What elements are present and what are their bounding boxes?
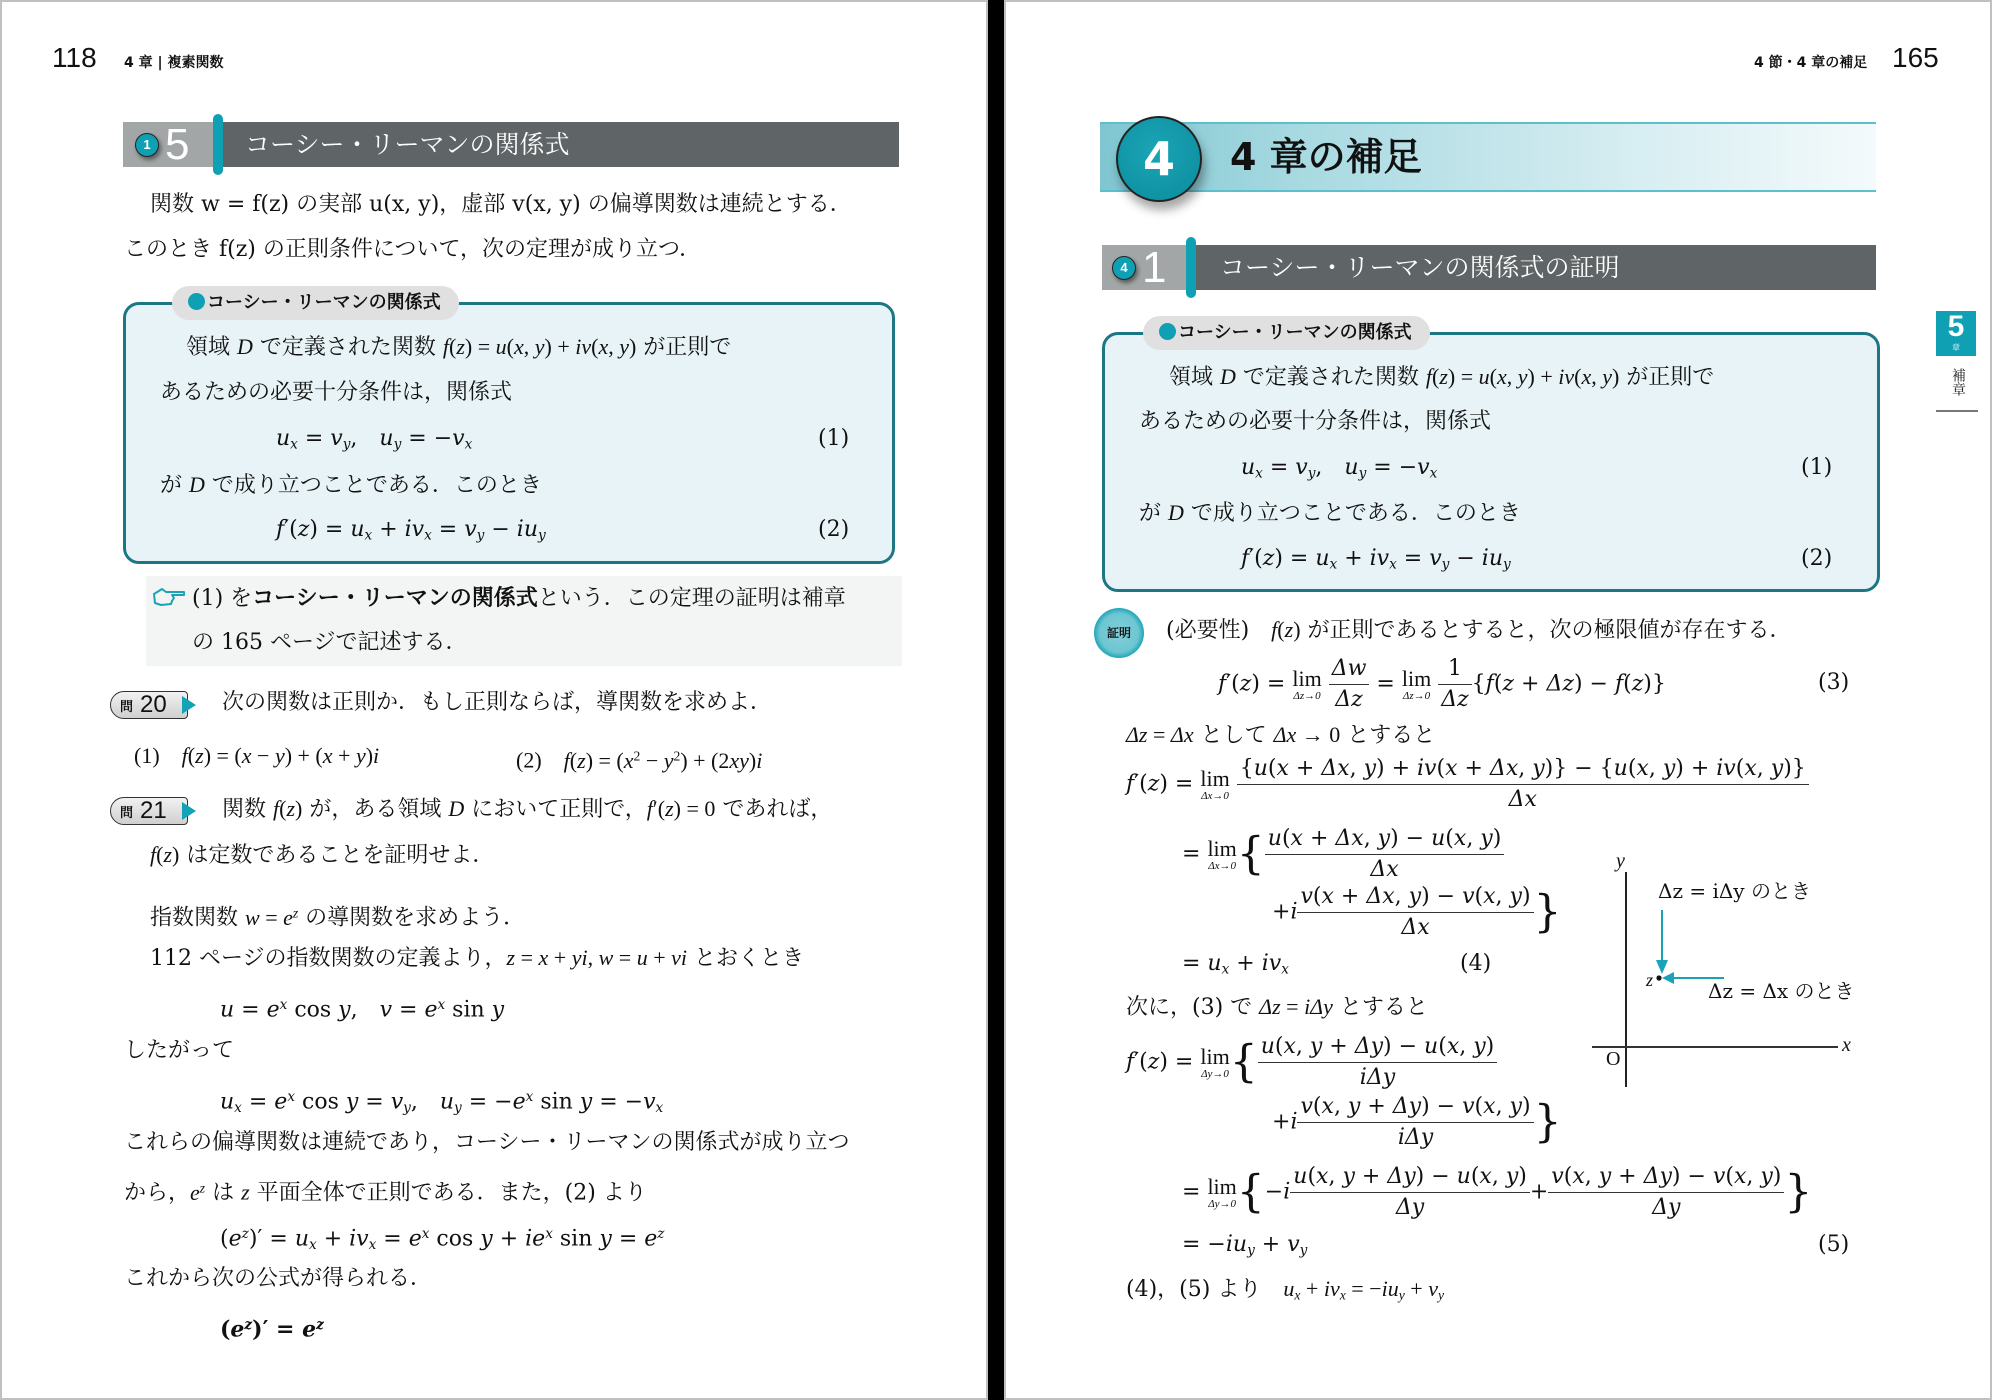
x-axis-label: x [1842, 1034, 1851, 1056]
intro-line-2: このとき f(z) の正則条件について，次の定理が成り立つ． [124, 237, 702, 262]
equation-2: $f'(z) = u_x + iv_x = v_y - iu_y$ [1241, 546, 1511, 573]
body-line-5: から，$e^z$ は z 平面全体で正則である．また，(2) より [124, 1179, 647, 1206]
proof-line-3: 次に，(3) で Δz = iΔy とすると [1126, 994, 1428, 1020]
equation-1-tag: (1) [1801, 455, 1833, 480]
arrow-down-icon [1656, 960, 1668, 974]
equation-2-tag: (2) [818, 517, 850, 542]
diagram-label-horizontal: Δz = Δx のとき [1708, 979, 1855, 1003]
bullet-icon [188, 293, 205, 310]
section-accent-bar [213, 114, 223, 175]
running-head: 4 節・4 章の補足 [1754, 55, 1868, 71]
section-badge: 4 [1112, 256, 1136, 280]
arrow-left-icon [1662, 972, 1674, 984]
equation-3: f′(z) = lim Δz→0 $\frac{\Delta w}{\Delta z}$ = lim Δz→0 $\frac{1}{\Delta z}$ {f(z + Δz) − f(z)} [1218, 656, 1666, 712]
proof-badge: 証明 [1094, 608, 1144, 658]
proof-line-1: (必要性) f(z) が正則であるとすると，次の極限値が存在する． [1166, 617, 1792, 643]
theorem-line-1: 領域 D で定義された関数 f(z) = u(x, y) + iv(x, y) が正則で [1169, 364, 1715, 390]
formula-exp-derivative: $(e^z)' = e^z$ [220, 1316, 324, 1343]
equation-split-dx: = lim Δx→0 { $\frac{u(x + \Delta x, y) - u(x, y)}{\Delta x}$ [1182, 824, 1504, 885]
equation-split-dy: = lim Δy→0 {−i $\frac{u(x, y + \Delta y) - u(x, y)}{\Delta y}$ + $\frac{v(x, y + \Delta y) - v(x, y)}{\Delta y}$ } [1182, 1164, 1813, 1220]
note-line-1: (1) をコーシー・リーマンの関係式という．この定理の証明は補章 [192, 586, 846, 611]
chapter-number-circle: 4 [1116, 116, 1202, 202]
equation-3-tag: (3) [1818, 670, 1850, 695]
body-line-4: これらの偏導関数は連続であり，コーシー・リーマンの関係式が成り立つ [124, 1130, 850, 1155]
equation-2-tag: (2) [1801, 546, 1833, 571]
right-page [1006, 2, 1990, 1398]
note-box [146, 576, 902, 666]
equation-partials: $u_x = e^x$ $\cos y = v_y$, $u_y = -e^x$ $\sin y = -v_x$ [220, 1089, 664, 1116]
equation-1: $u_x = v_y$, $u_y = -v_x$ [1241, 455, 1438, 482]
section-title: コーシー・リーマンの関係式の証明 [1220, 253, 1620, 282]
page-number: 165 [1892, 42, 1939, 73]
section-number: 1 [1142, 243, 1167, 292]
body-line-1: 指数関数 $w = e^z$ の導関数を求めよう． [150, 904, 526, 931]
equation-uv: $u = e^x$ cos y, $v = e^x$ sin y [220, 997, 505, 1023]
theorem-box [123, 292, 895, 564]
problem-20-item-1: (1) f(z) = (x − y) + (x + y)i [134, 743, 380, 768]
theorem-line-2: あるための必要十分条件は，関係式 [160, 380, 513, 405]
side-tab[interactable]: 5 章 [1936, 311, 1976, 356]
body-line-2: 112 ページの指数関数の定義より，z = x + yi, w = u + vi とおくとき [150, 945, 805, 971]
origin-label: O [1606, 1048, 1621, 1070]
diagram-label-vertical: Δz = iΔy のとき [1658, 879, 1811, 903]
section-header [1102, 245, 1876, 290]
body-line-3: したがって [124, 1038, 235, 1063]
point-z-label: z [1646, 970, 1654, 990]
section-header [123, 122, 899, 167]
theorem-box [1102, 322, 1880, 592]
problem-20-item-2: (2) $f(z) = (x^2 - y^2) + (2xy)i$ [516, 747, 763, 773]
equation-5-tag: (5) [1818, 1232, 1850, 1257]
theorem-line-1: 領域 D で定義された関数 f(z) = u(x, y) + iv(x, y) が正則で [186, 334, 732, 360]
problem-20-text: 次の関数は正則か．もし正則ならば，導関数を求めよ． [222, 690, 773, 715]
equation-split-dx-imag: +i $\frac{v(x + \Delta x, y) - v(x, y)}{\Delta x}$ } [1272, 884, 1562, 940]
problem-21-text: 関数 f(z) が，ある領域 D において正則で，f′(z) = 0 であれば， [222, 796, 833, 822]
chapter-band [1100, 122, 1876, 192]
section-number: 5 [165, 120, 190, 169]
problem-20-badge: 問 20 [110, 691, 192, 719]
page-number: 118 [52, 42, 97, 73]
side-tab-divider [1936, 410, 1978, 412]
equation-fprime-dy: f′(z) = lim Δy→0 { $\frac{u(x, y + \Delta y) - u(x, y)}{\text{iΔy}}$ [1126, 1032, 1497, 1093]
section-accent-bar [1186, 237, 1196, 298]
book-spine [988, 0, 1004, 1400]
equation-derivative: $(e^z)' = u_x + iv_x = e^x$ $\cos y + ie^x$ $\sin y = e^z$ [220, 1226, 665, 1253]
problem-21-badge: 問 21 [110, 797, 192, 825]
proof-line-2: Δz = Δx として Δx → 0 とすると [1126, 722, 1436, 748]
equation-5: = $-iu_y + v_y$ [1182, 1232, 1308, 1259]
bullet-icon [1159, 323, 1176, 340]
point-z [1656, 975, 1661, 980]
pointing-hand-icon [152, 586, 186, 608]
chapter-title: 4 章の補足 [1230, 135, 1422, 179]
theorem-tab: コーシー・リーマンの関係式 [1143, 316, 1430, 350]
section-badge: 1 [135, 133, 159, 157]
equation-4-tag: (4) [1460, 951, 1492, 976]
equation-1: $u_x = v_y$, $u_y = -v_x$ [276, 426, 473, 453]
note-line-2: の 165 ページで記述する． [192, 630, 468, 655]
equation-fprime-dx: f′(z) = lim Δx→0 $\frac{\{u(x + \Delta x, y) + iv(x + \Delta x, y)\} - \{u(x, y) + iv(x, y)\}}{\Delta x}$ [1126, 754, 1809, 815]
intro-line-1: 関数 w = f(z) の実部 u(x, y)，虚部 v(x, y) の偏導関数は連続とする． [150, 192, 852, 217]
left-page [2, 2, 986, 1398]
theorem-line-2: あるための必要十分条件は，関係式 [1139, 409, 1492, 434]
y-axis-label: y [1616, 850, 1625, 872]
theorem-line-3: が D で成り立つことである．このとき [1139, 500, 1521, 526]
running-head: 4 章 | 複素関数 [124, 55, 224, 71]
body-line-6: これから次の公式が得られる． [124, 1266, 433, 1291]
section-title: コーシー・リーマンの関係式 [245, 130, 570, 159]
theorem-line-3: が D で成り立つことである．このとき [160, 472, 542, 498]
problem-21-line-2: f(z) は定数であることを証明せよ． [150, 842, 495, 868]
side-tab-label: 補章 [1950, 368, 1966, 396]
proof-conclusion: (4)，(5) より $u_x + iv_x = -iu_y + v_y$ [1126, 1276, 1445, 1303]
equation-4: = $u_x + iv_x$ [1182, 951, 1289, 978]
equation-fprime-dy-imag: +i $\frac{v(x, y + \Delta y) - v(x, y)}{\text{iΔy}}$ } [1272, 1094, 1562, 1150]
equation-2: $f'(z) = u_x + iv_x = v_y - iu_y$ [276, 517, 546, 544]
theorem-tab: コーシー・リーマンの関係式 [172, 286, 459, 320]
equation-1-tag: (1) [818, 426, 850, 451]
